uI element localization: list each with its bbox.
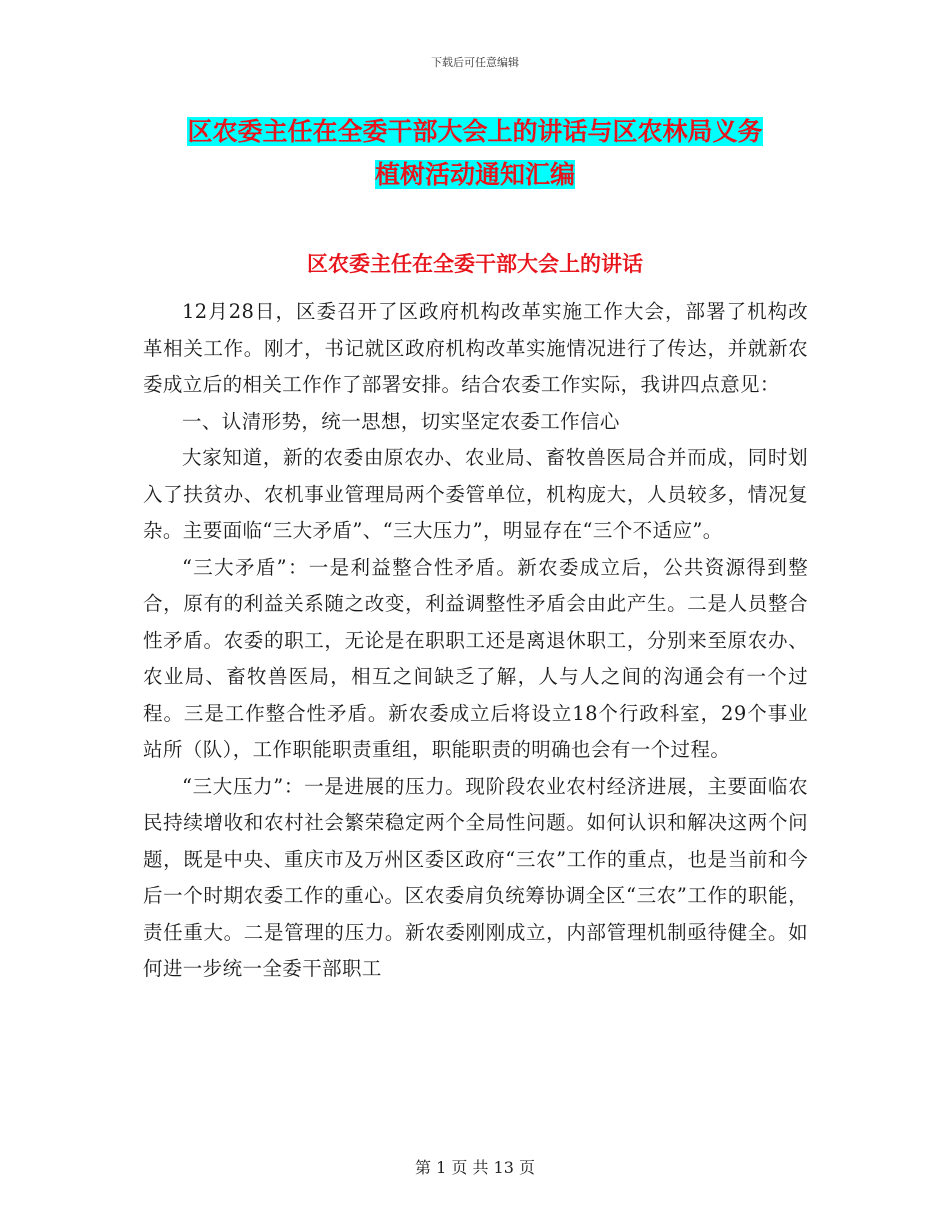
paragraph-heading: 一、认清形势，统一思想，切实坚定农委工作信心 xyxy=(182,409,620,433)
paragraph: 大家知道，新的农委由原农办、农业局、畜牧兽医局合并而成，同时划入了扶贫办、农机事业管理局两个委管单位，机构庞大，人员较多，情况复杂。主要面临“三大矛盾”、“三大压力”，明显存在“三个不适应”。 xyxy=(143,446,808,542)
section-title: 区农委主任在全委干部大会上的讲话 xyxy=(307,252,643,276)
paragraph: 12月28日，区委召开了区政府机构改革实施工作大会，部署了机构改革相关工作。刚才，书记就区政府机构改革实施情况进行了传达，并就新农委成立后的相关工作作了部署安排。结合农委工作实际，我讲四点意见： xyxy=(143,300,808,396)
paragraph: “三大压力”：一是进展的压力。现阶段农业农村经济进展，主要面临农民持续增收和农村社会繁荣稳定两个全局性问题。如何认识和解决这两个问题，既是中央、重庆市及万州区委区政府“三农”工作的重点，也是当前和今后一个时期农委工作的重心。区农委肩负统筹协调全区“三农”工作的职能，责任重大。二是管理的压力。新农委刚刚成立，内部管理机制亟待健全。如何进一步统一全委干部职工 xyxy=(143,774,808,980)
document-title-line-1: 区农委主任在全委干部大会上的讲话与区农林局义务 xyxy=(187,117,763,146)
page-number-footer: 第 1 页 共 13 页 xyxy=(415,1158,535,1177)
paragraph: “三大矛盾”：一是利益整合性矛盾。新农委成立后，公共资源得到整合，原有的利益关系随之改变，利益调整性矛盾会由此产生。二是人员整合性矛盾。农委的职工，无论是在职职工还是离退休职工，分别来至原农办、农业局、畜牧兽医局，相互之间缺乏了解，人与人之间的沟通会有一个过程。三是工作整合性矛盾。新农委成立后将设立18个行政科室，29个事业站所（队），工作职能职责重组，职能职责的明确也会有一个过程。 xyxy=(143,555,808,761)
header-note: 下载后可任意编辑 xyxy=(431,56,519,69)
document-title-line-2: 植树活动通知汇编 xyxy=(374,160,575,189)
document-title xyxy=(140,110,810,196)
document-body xyxy=(143,294,808,988)
